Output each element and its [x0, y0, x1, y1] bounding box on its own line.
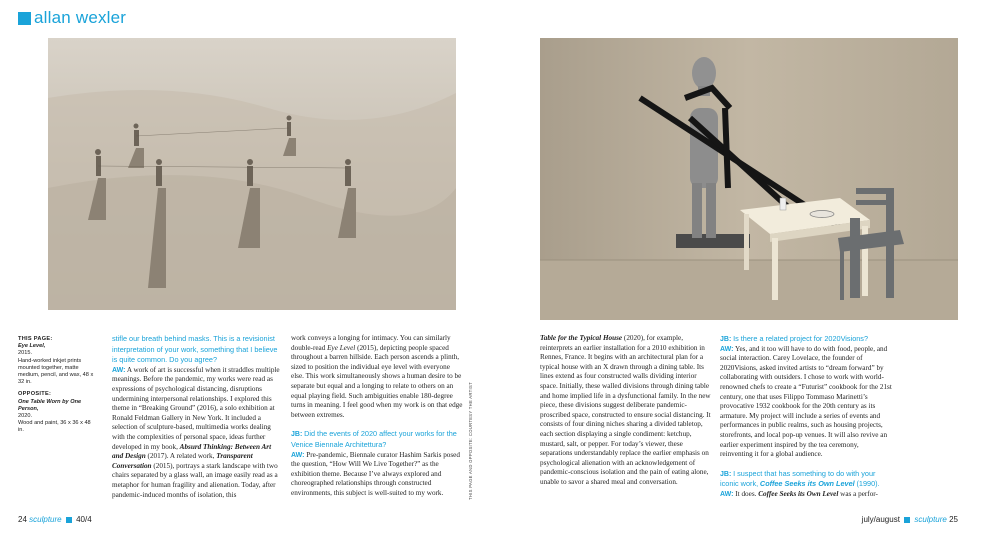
- col4-answer-a: It does.: [735, 489, 757, 498]
- work-title: Coffee Seeks its Own Level: [759, 479, 855, 489]
- footer-left: [18, 515, 92, 524]
- work-title: Table for the Typical House: [540, 334, 623, 342]
- col4-answer-b: was a perfor-: [840, 489, 878, 498]
- speaker-jb: JB:: [720, 336, 732, 343]
- photo-caption: [18, 336, 98, 440]
- one-table-worn-photo: [540, 38, 958, 320]
- speaker-aw: AW:: [291, 451, 305, 459]
- col3-paragraph: (2020), for example, reinterprets an earlier installation for a 2010 exhibition in Rennes, France. It begins with an architectural plan for a typical house with an X drawn through a dining table. Its lines extend as four constructed walls dividing interior space. Initially, these walled divisions through dining table and home implied life in a dysfunctional family. In the new piece, these divisions suggest deliberate pandemic-proscribed space, constructed to ensure social distancing. It consists of four dining niches sharing a divided tabletop, each section displaying a single condiment: ketchup, mustard, salt, or pepper. For today’s viewer, these separations understandably replace the earlier emphasis on psychological alienation with an acknowledgement of pandemic-conscious isolation and the pain of eating alone, unable to savor a shared meal and conversation.: [540, 334, 711, 486]
- caption-opposite-label: OPPOSITE:: [18, 391, 52, 398]
- caption-opposite-details: Wood and paint, 36 x 36 x 48 in.: [18, 420, 91, 434]
- speaker-jb: JB:: [291, 431, 303, 439]
- caption-opposite-title: One Table Worn by One Person,: [18, 398, 82, 412]
- interview-question-b: (1990).: [856, 479, 880, 489]
- caption-this-page-details: Hand-worked inkjet prints mounted together, matte medium, pencil, and wax, 48 x 32 in.: [18, 357, 94, 386]
- interview-question: Did the events of 2020 affect your works for the Venice Biennale Architettura?: [291, 429, 457, 449]
- speaker-aw: AW:: [720, 345, 734, 353]
- body-column-1: [112, 334, 282, 500]
- col1-paragraph-c: (2015), portrays a stark landscape with two chairs separated by a glass wall, an image easily read as a metaphor for human fragility and alienation. Today, after pandemic-induced months of isolation, this: [112, 461, 278, 499]
- issue-date: july/august: [861, 515, 900, 524]
- book-title: Absurd Thinking: Between Art and Design: [112, 442, 272, 461]
- page-number-right: 25: [949, 515, 958, 524]
- work-title: Coffee Seeks its Own Level: [758, 489, 839, 498]
- magazine-name: sculpture: [914, 515, 947, 524]
- magazine-name: sculpture: [29, 515, 62, 524]
- speaker-aw: AW:: [720, 490, 734, 498]
- work-title: Eye Level: [327, 343, 356, 352]
- caption-this-page-title: Eye Level,: [18, 343, 46, 350]
- col1-paragraph: A work of art is successful when it straddles multiple meanings. Before the pandemic, my works were read as expressions of psychological distancing, disruptions undermining interpersonal relationships. I explored this theme in “Breaking Ground” (2016), a solo exhibition at Ronald Feldman Gallery in New York. It included a selection of sculpture-based, multimedia works dealing with the complexities of personal space, ideas further developed in my book,: [112, 365, 280, 451]
- speaker-jb: JB:: [720, 470, 732, 478]
- header-accent-square: [18, 12, 31, 25]
- interview-question: Is there a related project for 2020Visions?: [733, 334, 869, 343]
- footer-right: [862, 515, 958, 524]
- photo-credit: THIS PAGE AND OPPOSITE: COURTESY THE ARTIST: [468, 382, 473, 500]
- caption-this-page-year: 2015.: [18, 350, 32, 357]
- caption-opposite-year: 2020.: [18, 413, 32, 420]
- footer-accent-square: [904, 517, 910, 523]
- eye-level-photo: [48, 38, 456, 310]
- artist-name-header: allan wexler: [34, 8, 127, 27]
- work-title: Transparent Conversation: [112, 452, 253, 470]
- col2-answer: Pre-pandemic, Biennale curator Hashim Sarkis posed the question, “How Will We Live Together?” as the exhibition theme. Because I’ve always explored and choreographed relationships through constructed environments, this subject is well-suited to my work.: [291, 450, 460, 497]
- speaker-aw: AW:: [112, 366, 126, 374]
- col2-paragraph-a: work conveys a longing for intimacy. You can similarly double-read: [291, 334, 451, 352]
- body-column-4: [720, 334, 892, 500]
- footer-accent-square: [66, 517, 72, 523]
- issue-number: 40/4: [76, 515, 92, 524]
- body-column-2: [291, 334, 463, 499]
- page-number-left: 24: [18, 515, 27, 524]
- col1-paragraph-b: (2017). A related work,: [147, 452, 215, 461]
- col4-answer: Yes, and it too will have to do with food, people, and social interaction. Carey Lovelace, the founder of 2020Visions, asked invited artists to “dream forward” by collaborating with outsiders. I chose to work with world-renowned chefs to create a “Futurist” cookbook for the 21st century, one that uses Filippo Tommaso Marinetti’s provocative 1932 cookbook for the 20th century as its armature. My project will include a series of events and performances in public realms, such as housing projects, storefronts, and local pop-up venues. It will also revive an earlier experiment inspired by the tea ceremony, reinventing it for a global audience.: [720, 344, 892, 459]
- interview-question-a: I suspect that has something to do with your iconic work,: [720, 468, 876, 489]
- col2-paragraph-b: (2015), depicting people spaced throughout a barren hillside. Each person ascends a plinth, sized to position the individual eye level with everyone else. This work simultaneously shows a human desire to be separate but equal and a longing to relate to others on an equal playing field. Such ambiguities enable 180-degree turns in meaning. I feel good when my work is on that edge between extremes.: [291, 343, 463, 419]
- question-continued: stifle our breath behind masks. This is a revisionist interpretation of your work, something that I believe is quite common. Do you agree?: [112, 334, 278, 365]
- body-column-3: [540, 334, 712, 488]
- caption-this-page-label: THIS PAGE:: [18, 336, 53, 342]
